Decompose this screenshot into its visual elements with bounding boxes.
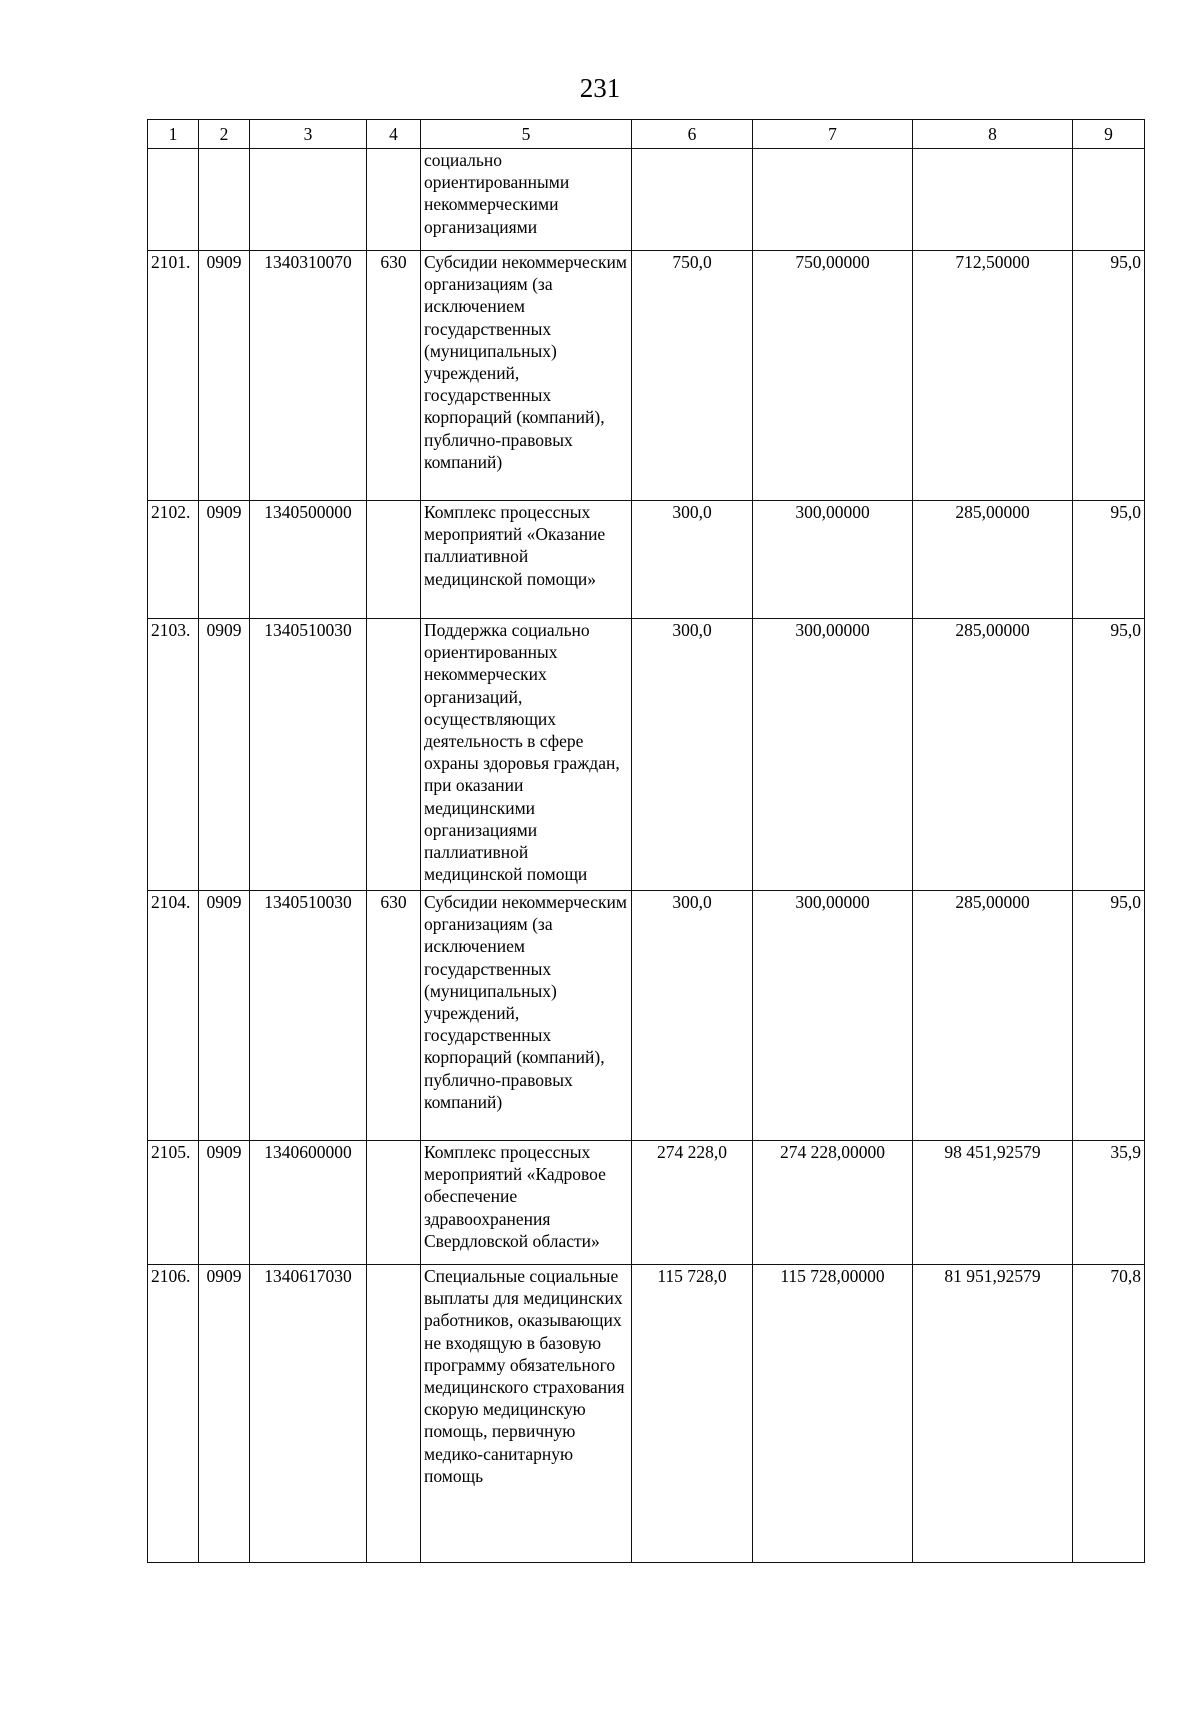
refined-amount [753,149,913,251]
col-header: 8 [913,120,1073,149]
refined-amount: 300,00000 [753,501,913,619]
executed-amount [913,149,1073,251]
col-header: 6 [632,120,753,149]
budget-table [147,119,1145,1563]
executed-amount: 81 951,92579 [913,1265,1073,1563]
execution-percent: 95,0 [1073,619,1145,891]
item-name: Специальные социальные выплаты для медицинских работников, оказывающих не входящую в базовую программу обязательного медицинского страхования скорую медицинскую помощь, первичную медико-санитарную помощь [421,1265,632,1563]
target-code [250,149,367,251]
item-name: Субсидии некоммерческим организациям (за исключением государственных (муниципальных) учреждений, государственных корпораций (компаний), публично-правовых компаний) [421,251,632,501]
row-number: 2102. [148,501,199,619]
target-code: 1340510030 [250,619,367,891]
execution-percent: 70,8 [1073,1265,1145,1563]
item-name: Субсидии некоммерческим организациям (за исключением государственных (муниципальных) учреждений, государственных корпораций (компаний), публично-правовых компаний) [421,891,632,1141]
executed-amount: 285,00000 [913,891,1073,1141]
table-row [148,1141,1145,1265]
section-code: 0909 [199,1265,250,1563]
expense-kind-code [367,1265,421,1563]
refined-amount: 750,00000 [753,251,913,501]
row-number: 2106. [148,1265,199,1563]
executed-amount: 712,50000 [913,251,1073,501]
table-row [148,251,1145,501]
column-number-row [148,120,1145,149]
row-number: 2103. [148,619,199,891]
col-header: 9 [1073,120,1145,149]
col-header: 3 [250,120,367,149]
planned-amount [632,149,753,251]
planned-amount: 300,0 [632,619,753,891]
planned-amount: 115 728,0 [632,1265,753,1563]
item-name: Поддержка социально ориентированных некоммерческих организаций, осуществляющих деятельность в сфере охраны здоровья граждан, при оказании медицинскими организациями паллиативной медицинской помощи [421,619,632,891]
expense-kind-code: 630 [367,891,421,1141]
row-number: 2101. [148,251,199,501]
item-name: Комплекс процессных мероприятий «Оказание паллиативной медицинской помощи» [421,501,632,619]
refined-amount: 300,00000 [753,619,913,891]
execution-percent: 95,0 [1073,251,1145,501]
page-number: 231 [579,73,621,103]
expense-kind-code [367,619,421,891]
expense-kind-code [367,501,421,619]
section-code [199,149,250,251]
col-header: 4 [367,120,421,149]
execution-percent: 95,0 [1073,891,1145,1141]
execution-percent: 95,0 [1073,501,1145,619]
target-code: 1340510030 [250,891,367,1141]
expense-kind-code: 630 [367,251,421,501]
table-row [148,891,1145,1141]
col-header: 2 [199,120,250,149]
refined-amount: 300,00000 [753,891,913,1141]
target-code: 1340500000 [250,501,367,619]
executed-amount: 285,00000 [913,501,1073,619]
section-code: 0909 [199,619,250,891]
section-code: 0909 [199,1141,250,1265]
target-code: 1340617030 [250,1265,367,1563]
executed-amount: 98 451,92579 [913,1141,1073,1265]
target-code: 1340600000 [250,1141,367,1265]
col-header: 1 [148,120,199,149]
row-number: 2104. [148,891,199,1141]
row-number: 2105. [148,1141,199,1265]
planned-amount: 300,0 [632,891,753,1141]
col-header: 5 [421,120,632,149]
row-number [148,149,199,251]
item-name: социально ориентированными некоммерческими организациями [421,149,632,251]
col-header: 7 [753,120,913,149]
table-row [148,149,1145,251]
execution-percent [1073,149,1145,251]
table-row [148,501,1145,619]
table-row [148,619,1145,891]
refined-amount: 115 728,00000 [753,1265,913,1563]
planned-amount: 300,0 [632,501,753,619]
executed-amount: 285,00000 [913,619,1073,891]
refined-amount: 274 228,00000 [753,1141,913,1265]
section-code: 0909 [199,251,250,501]
planned-amount: 750,0 [632,251,753,501]
target-code: 1340310070 [250,251,367,501]
expense-kind-code [367,149,421,251]
section-code: 0909 [199,501,250,619]
table-row [148,1265,1145,1563]
item-name: Комплекс процессных мероприятий «Кадровое обеспечение здравоохранения Свердловской области» [421,1141,632,1265]
expense-kind-code [367,1141,421,1265]
section-code: 0909 [199,891,250,1141]
execution-percent: 35,9 [1073,1141,1145,1265]
planned-amount: 274 228,0 [632,1141,753,1265]
